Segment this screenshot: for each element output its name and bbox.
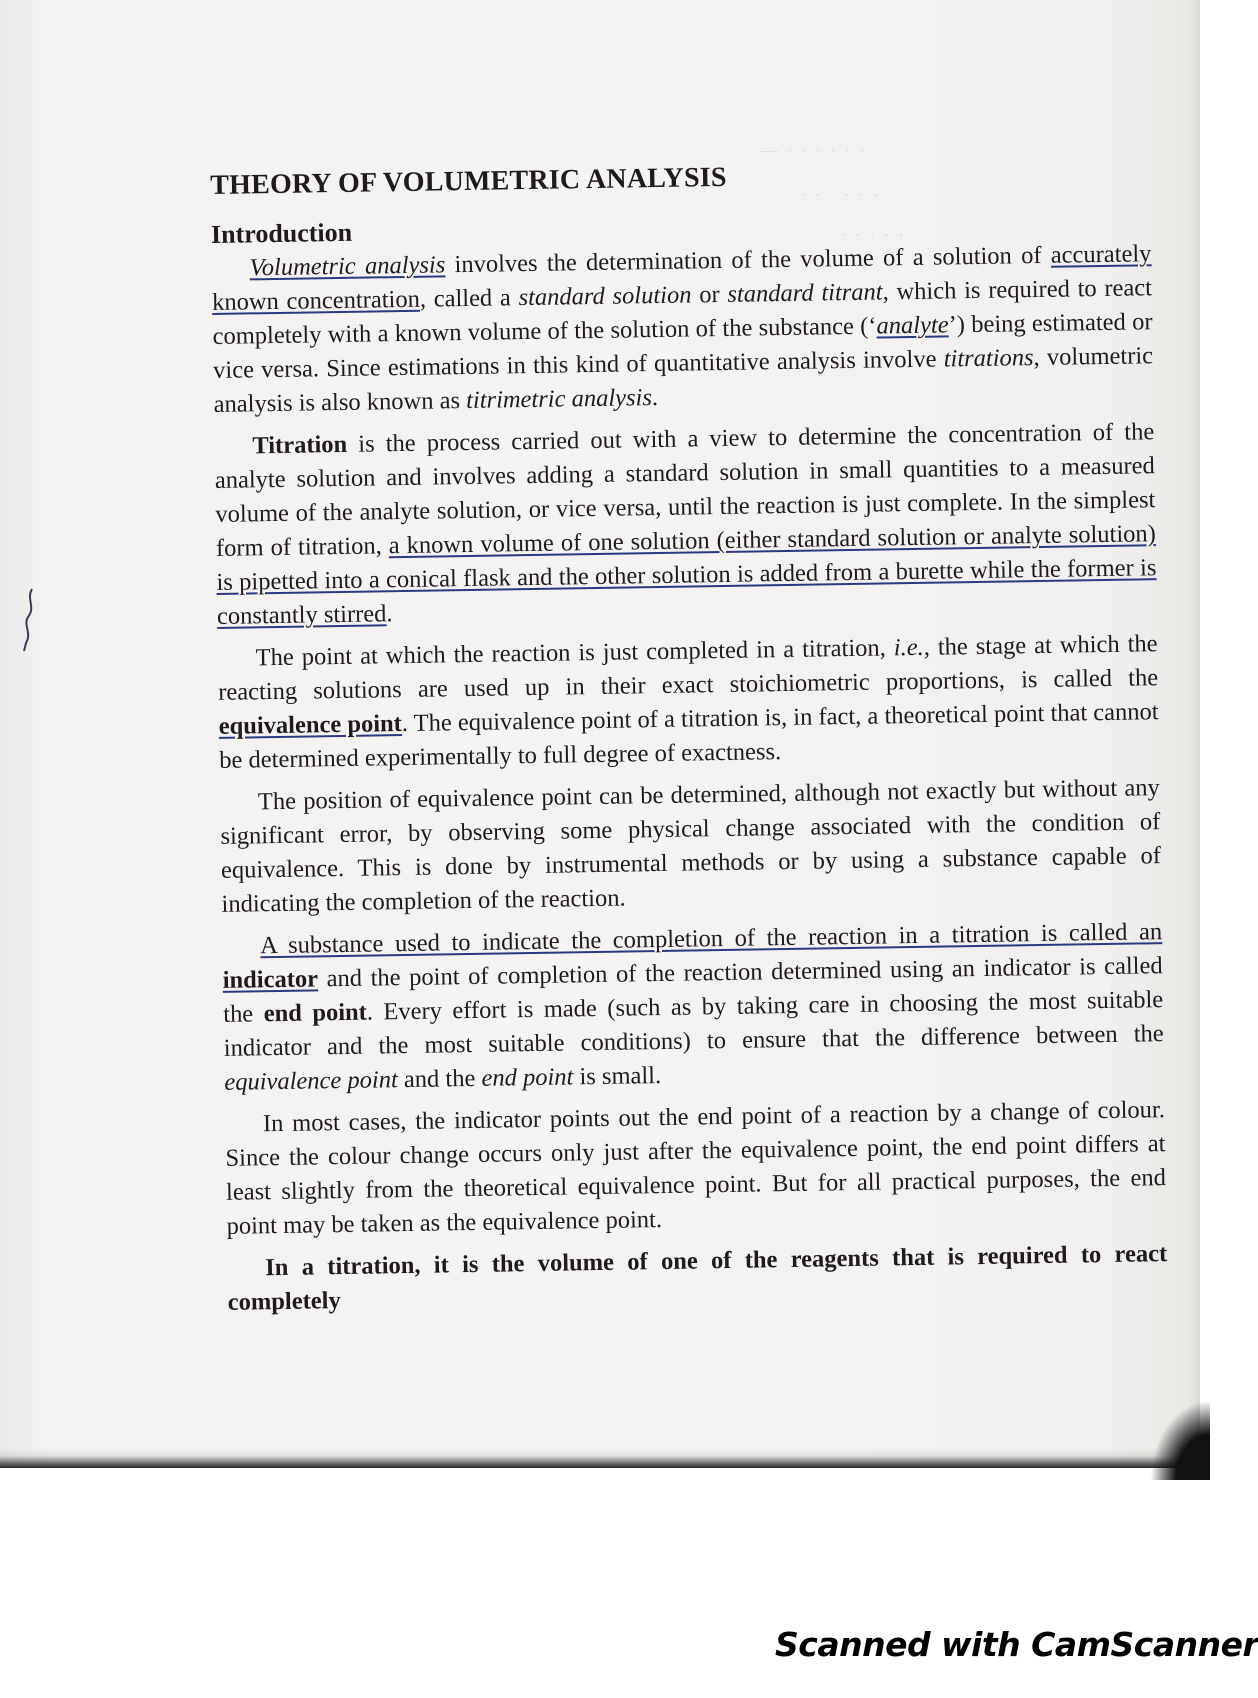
page-edge — [1190, 0, 1200, 1465]
paragraph-text: is the process carried out with a view to determine the concentration of the analyte solution and involves adding a standard solution in small quantities to a measured volume of the analyte solution, or vice versa, until the reaction is just complete. In the simplest form of titration, — [214, 418, 1156, 562]
paragraph-text: In a titration, it is the volume of one of the reagents that is required to react completely — [227, 1240, 1168, 1316]
paragraph-titration — [214, 415, 1157, 634]
paragraph-text: is small. — [573, 1062, 662, 1091]
underlined-phrase: accurately known concentration — [211, 240, 1152, 316]
paragraph-text: and the — [397, 1064, 482, 1094]
paragraph-text: , the stage at which the reacting solutions are used up in their exact stoichiometric proportions, is called the — [217, 630, 1159, 706]
paragraph-volume-of-reagent — [227, 1237, 1168, 1320]
paragraph-equivalence-point — [217, 627, 1159, 778]
paragraph-text: or — [691, 280, 728, 309]
scanner-watermark: Scanned with CamScanner — [775, 1625, 1258, 1664]
paragraph-position-of-equivalence — [220, 771, 1162, 922]
term-indicator: indicator — [222, 965, 319, 994]
underlined-phrase: A substance used to indicate the completion of the reaction in a titration is called an — [259, 918, 1163, 960]
term-volumetric-analysis: Volumetric analysis — [249, 251, 446, 282]
term-standard-solution: standard solution — [518, 281, 692, 312]
paragraph-text: . — [386, 600, 393, 628]
pen-scribble-icon — [18, 585, 42, 655]
underlined-phrase: a known volume of one solution (either standard solution or analyte solution) is pipetted into a conical flask and the other solution is added from a burette while the former is constantly stirred — [216, 520, 1157, 630]
paragraph-text: , volumetric analysis is also known as — [213, 342, 1154, 418]
paragraph-text: . — [651, 383, 659, 412]
page-title: THEORY OF VOLUMETRIC ANALYSIS — [210, 161, 727, 201]
paragraph-text: and the point of completion of the reaction determined using an indicator is called the — [223, 952, 1163, 1028]
page-content — [210, 155, 1168, 1328]
section-heading: Introduction — [210, 217, 353, 249]
abbreviation-ie: i.e. — [893, 633, 924, 662]
term-standard-titrant: standard titrant — [727, 278, 883, 308]
term-equivalence-point-italic: equivalence point — [224, 1066, 399, 1096]
term-end-point: end point — [263, 998, 368, 1028]
bleed-through-text: — · · · · · · — [760, 140, 867, 160]
paragraph-text: . Every effort is made (such as by taking care in choosing the most suitable indicator and the most suitable conditions) to ensure that the difference between the — [223, 986, 1164, 1062]
term-equivalence-point: equivalence point — [218, 710, 403, 740]
bleed-through-text: · · · · · · — [800, 185, 881, 205]
term-titrations: titrations — [943, 344, 1034, 373]
term-analyte: analyte — [876, 311, 949, 340]
paragraph-text: The position of equivalence point can be determined, although not exactly but without any significant error, by observing some physical change associated with the condition of equivalence. This is done by instrumental methods or by using a substance capable of indicating the completion of the reaction. — [220, 774, 1162, 918]
paragraph-text: The point at which the reaction is just completed in a titration, — [255, 634, 894, 672]
paragraph-colour-change — [225, 1093, 1167, 1244]
paragraph-text: , called a — [419, 284, 519, 313]
paragraph-text: . The equivalence point of a titration is, in fact, a theoretical point that cannot be determined experimentally to full degree of exactness. — [219, 698, 1159, 774]
paragraph-volumetric-analysis — [211, 237, 1154, 422]
term-titration: Titration — [252, 430, 348, 460]
page-curl — [1150, 1400, 1210, 1480]
paragraph-text: involves the determination of the volume of a solution of — [445, 241, 1051, 279]
paragraph-text: ’) being estimated or vice versa. Since estimations in this kind of quantitative analysis involve — [212, 308, 1153, 384]
term-titrimetric-analysis: titrimetric analysis — [465, 384, 653, 415]
bleed-through-text: · · · · · — [840, 225, 906, 245]
page-bottom-shadow — [0, 1448, 1200, 1468]
paragraph-text: In most cases, the indicator points out the end point of a reaction by a change of colour. Since the colour change occurs only just after the equivalence point, the end point differs at least slightly from the theoretical equivalence point. But for all practical purposes, the end point may be taken as the equivalence point. — [225, 1096, 1167, 1240]
paragraph-indicator — [222, 915, 1165, 1100]
term-end-point-italic: end point — [481, 1063, 574, 1092]
paragraph-text: , which is required to react completely with a known volume of the solution of the substance (‘ — [212, 274, 1153, 350]
